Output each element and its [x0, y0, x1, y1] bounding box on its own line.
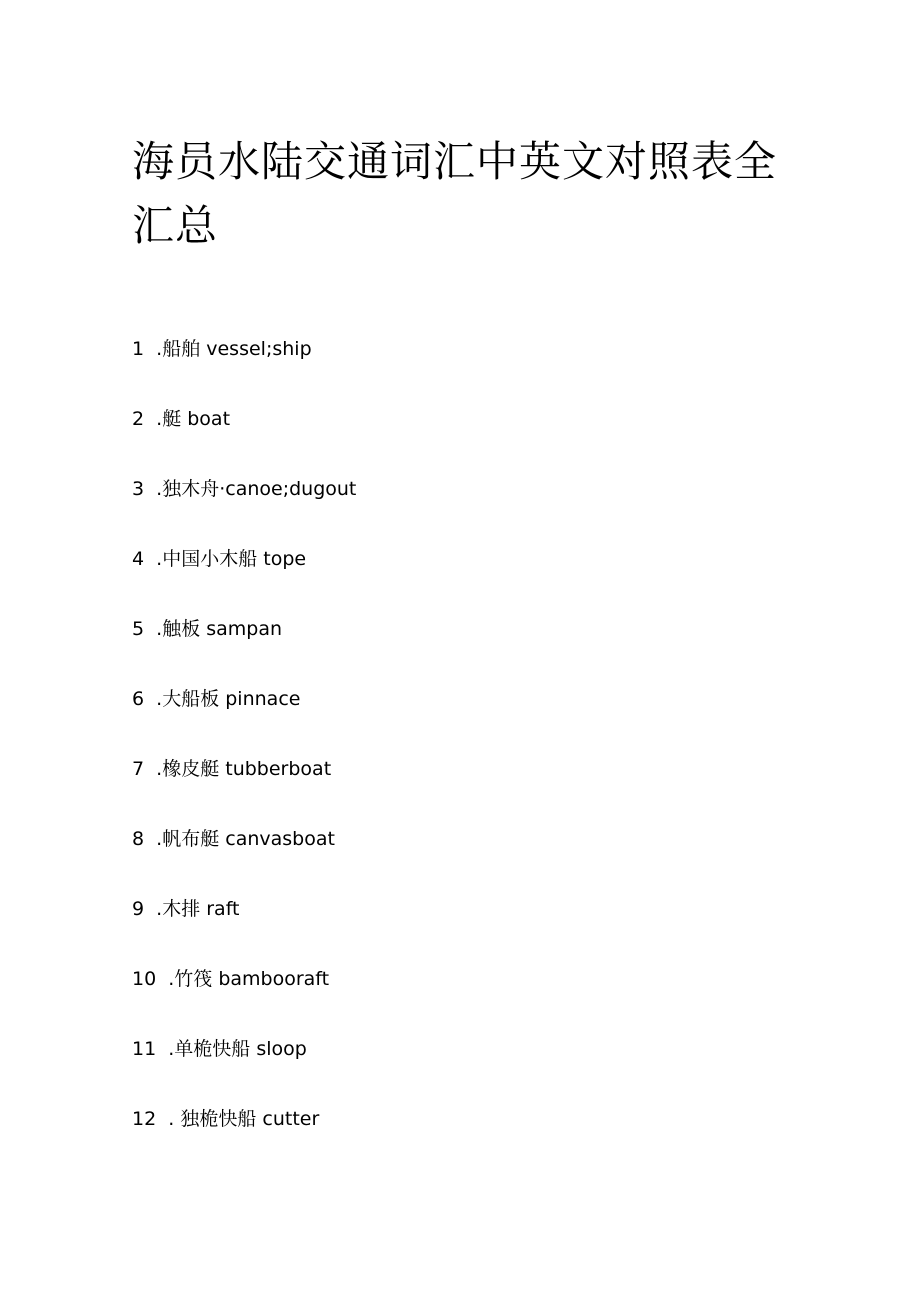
- title-line-2: 汇总: [132, 201, 219, 250]
- vocab-item-6: 6 .大船板 pinnace: [132, 688, 301, 710]
- title-line-1: 海员水陆交通词汇中英文对照表全: [132, 137, 778, 186]
- vocabulary-list: [132, 332, 356, 1172]
- vocab-item-1: 1 .船舶 vessel;ship: [132, 338, 312, 360]
- vocab-item-10: 10 .竹筏 bambooraft: [132, 968, 330, 990]
- vocab-item-7: 7 .橡皮艇 tubberboat: [132, 758, 332, 780]
- vocab-item-2: 2 .艇 boat: [132, 408, 231, 430]
- vocab-item-3: 3 .独木舟·canoe;dugout: [132, 478, 357, 500]
- page-title: [132, 130, 792, 258]
- vocab-item-9: 9 .木排 raft: [132, 898, 240, 920]
- vocab-item-12: 12 . 独桅快船 cutter: [132, 1108, 320, 1130]
- vocab-item-8: 8 .帆布艇 canvasboat: [132, 828, 335, 850]
- vocab-item-5: 5 .触板 sampan: [132, 618, 283, 640]
- vocab-item-4: 4 .中国小木船 tope: [132, 548, 307, 570]
- vocab-item-11: 11 .单桅快船 sloop: [132, 1038, 307, 1060]
